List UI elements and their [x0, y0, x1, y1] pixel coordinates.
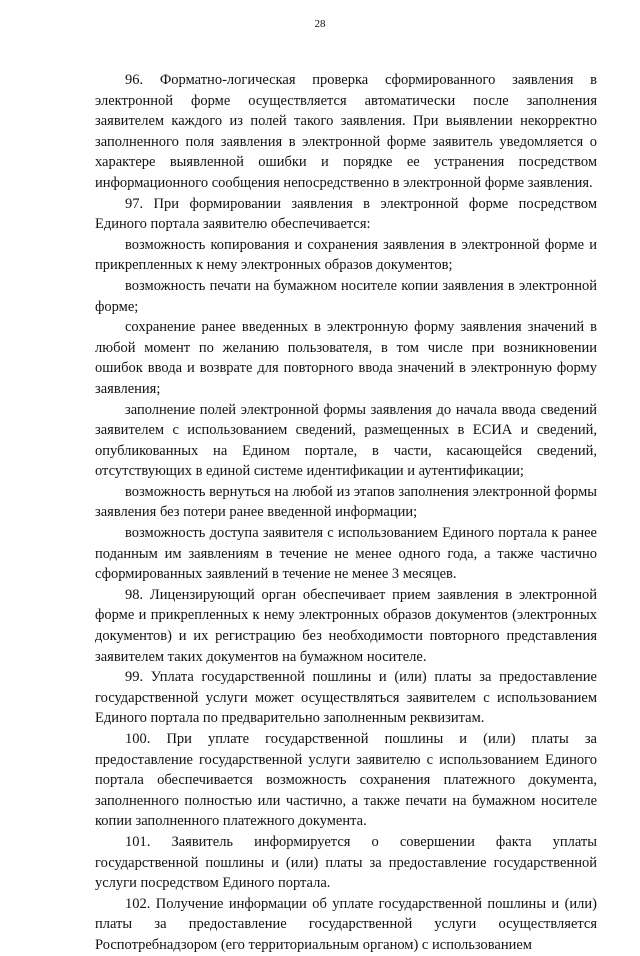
paragraph-98: 98. Лицензирующий орган обеспечивает прием заявления в электронной форме и прикрепленных к нему электронных образов документов (электронных документов) и их регистрацию без необходимости повторного представления заявителем таких документов на бумажном носителе. — [95, 586, 597, 665]
paragraph-97-item-save: сохранение ранее введенных в электронную форму заявления значений в любой момент по желанию пользователя, в том числе при возникновении ошибок ввода и возврате для повторного ввода значений в электронную форму заявления; — [95, 319, 597, 397]
paragraph-97-item-print: возможность печати на бумажном носителе копии заявления в электронной форме; — [95, 277, 597, 315]
paragraph-97-item-return: возможность вернуться на любой из этапов заполнения электронной формы заявления без потери ранее введенной информации; — [95, 483, 597, 521]
paragraph-99: 99. Уплата государственной пошлины и (или) платы за предоставление государственной услуги может осуществляться заявителем с использованием Единого портала по предварительно заполненным реквизитам. — [95, 669, 597, 727]
paragraph-97-item-copy: возможность копирования и сохранения заявления в электронной форме и прикрепленных к нему электронных образов документов; — [95, 236, 597, 274]
paragraph-101: 101. Заявитель информируется о совершении факта уплаты государственной пошлины и (или) платы за предоставление государственной услуги посредством Единого портала. — [95, 833, 597, 892]
paragraph-97-item-access: возможность доступа заявителя с использованием Единого портала к ранее поданным им заявлениям в течение не менее одного года, а также частично сформированных заявлений в течение не менее 3 месяцев. — [95, 525, 597, 583]
page-number: 28 — [314, 18, 326, 30]
document-body — [95, 70, 597, 956]
paragraph-97: 97. При формировании заявления в электронной форме посредством Единого портала заявителю обеспечивается: — [95, 195, 597, 233]
paragraph-100: 100. При уплате государственной пошлины и (или) платы за предоставление государственной услуги заявителю с использованием Единого портала обеспечивается возможность сохранения платежного документа, заполненного полностью или частично, а также печати на бумажном носителе копии заполненного платежного документа. — [95, 731, 597, 830]
paragraph-96: 96. Форматно-логическая проверка сформированного заявления в электронной форме осуществляется автоматически после заполнения заявителем каждого из полей такого заявления. При выявлении некорректно заполненного поля заявления в электронной форме заявитель уведомляется о характере выявленной ошибки и порядке ее устранения посредством информационного сообщения непосредственно в электронной форме заявления. — [95, 72, 597, 191]
paragraph-97-item-autofill: заполнение полей электронной формы заявления до начала ввода сведений заявителем с использованием сведений, размещенных в ЕСИА и сведений, опубликованных на Едином портале, в части, касающейся сведений, отсутствующих в единой системе идентификации и аутентификации; — [95, 401, 597, 480]
paragraph-102: 102. Получение информации об уплате государственной пошлины и (или) платы за предоставление государственной услуги осуществляется Роспотребнадзором (его территориальным органом) с использованием — [95, 895, 597, 953]
